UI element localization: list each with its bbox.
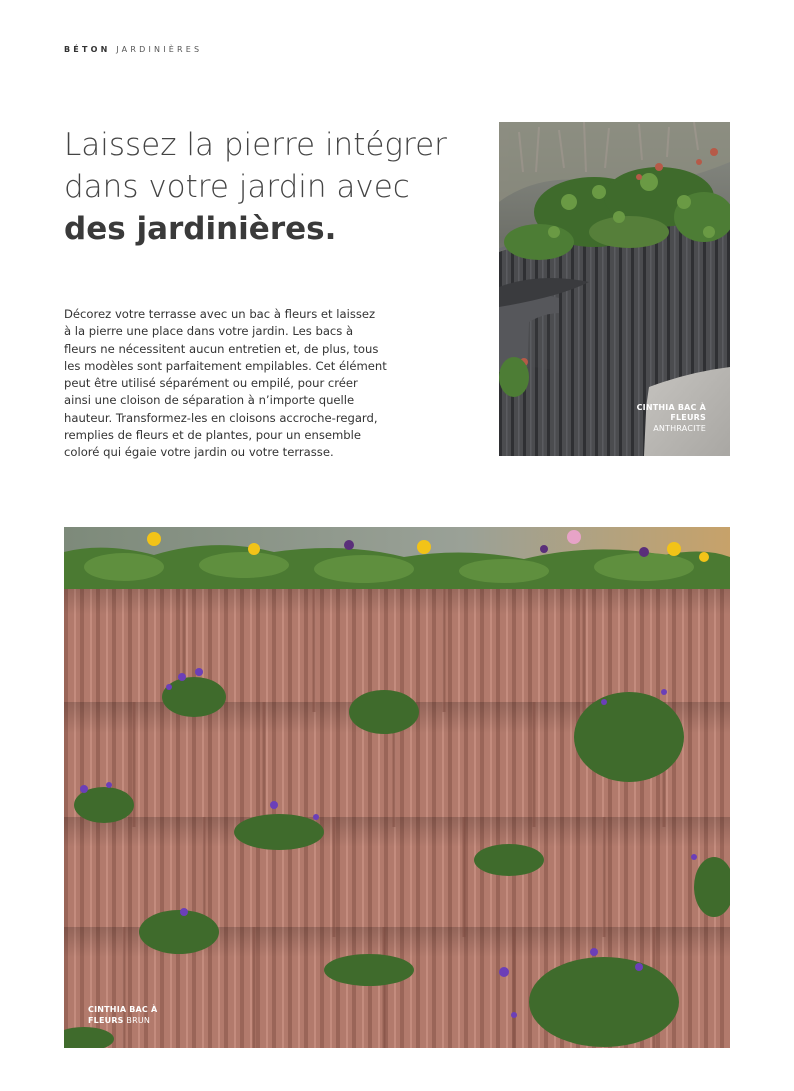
photo-anthracite-planter <box>499 122 730 456</box>
caption-anthracite <box>596 403 706 435</box>
header-category: BÉTON <box>64 45 111 54</box>
caption-brown-line-1: CINTHIA BAC À <box>88 1005 158 1014</box>
paragraph-line: remplies de fleurs et de plantes, pour un ensemble <box>64 428 362 443</box>
paragraph-line: hauteur. Transformez-les en cloisons accroche-regard, <box>64 410 378 425</box>
caption-brown-line-2-light: BRUN <box>126 1015 151 1025</box>
brown-planter-wall-illustration <box>64 527 730 1048</box>
paragraph-line: coloré qui égaie votre jardin ou votre terrasse. <box>64 445 334 460</box>
paragraph-line: peut être utilisé séparément ou empilé, pour créer <box>64 376 358 391</box>
paragraph-line: Décorez votre terrasse avec un bac à fleurs et laissez <box>64 307 376 321</box>
header-subcategory: JARDINIÈRES <box>116 45 203 54</box>
paragraph-line: à la pierre une place dans votre jardin. Les bacs à <box>64 324 354 339</box>
intro-paragraph <box>64 306 409 462</box>
caption-anthracite-line-2: FLEURS <box>670 413 706 422</box>
paragraph-line: fleurs ne nécessitent aucun entretien et, de plus, tous <box>64 341 379 356</box>
headline-line-3: des jardinières. <box>64 211 337 247</box>
headline-line-2: dans votre jardin avec <box>64 169 410 205</box>
caption-brown-line-2-bold: FLEURS <box>88 1015 124 1025</box>
page-headline <box>64 124 464 250</box>
paragraph-line: ainsi une cloison de séparation à n’importe quelle <box>64 393 355 408</box>
paragraph-line: les modèles sont parfaitement empilables. Cet élément <box>64 358 387 373</box>
photo-brown-planter-wall <box>64 527 730 1048</box>
section-header <box>64 45 202 54</box>
headline-line-1: Laissez la pierre intégrer <box>64 127 447 163</box>
caption-anthracite-line-1: CINTHIA BAC À <box>636 402 706 412</box>
caption-brown <box>88 1005 208 1026</box>
caption-anthracite-line-3: ANTHRACITE <box>653 423 706 433</box>
